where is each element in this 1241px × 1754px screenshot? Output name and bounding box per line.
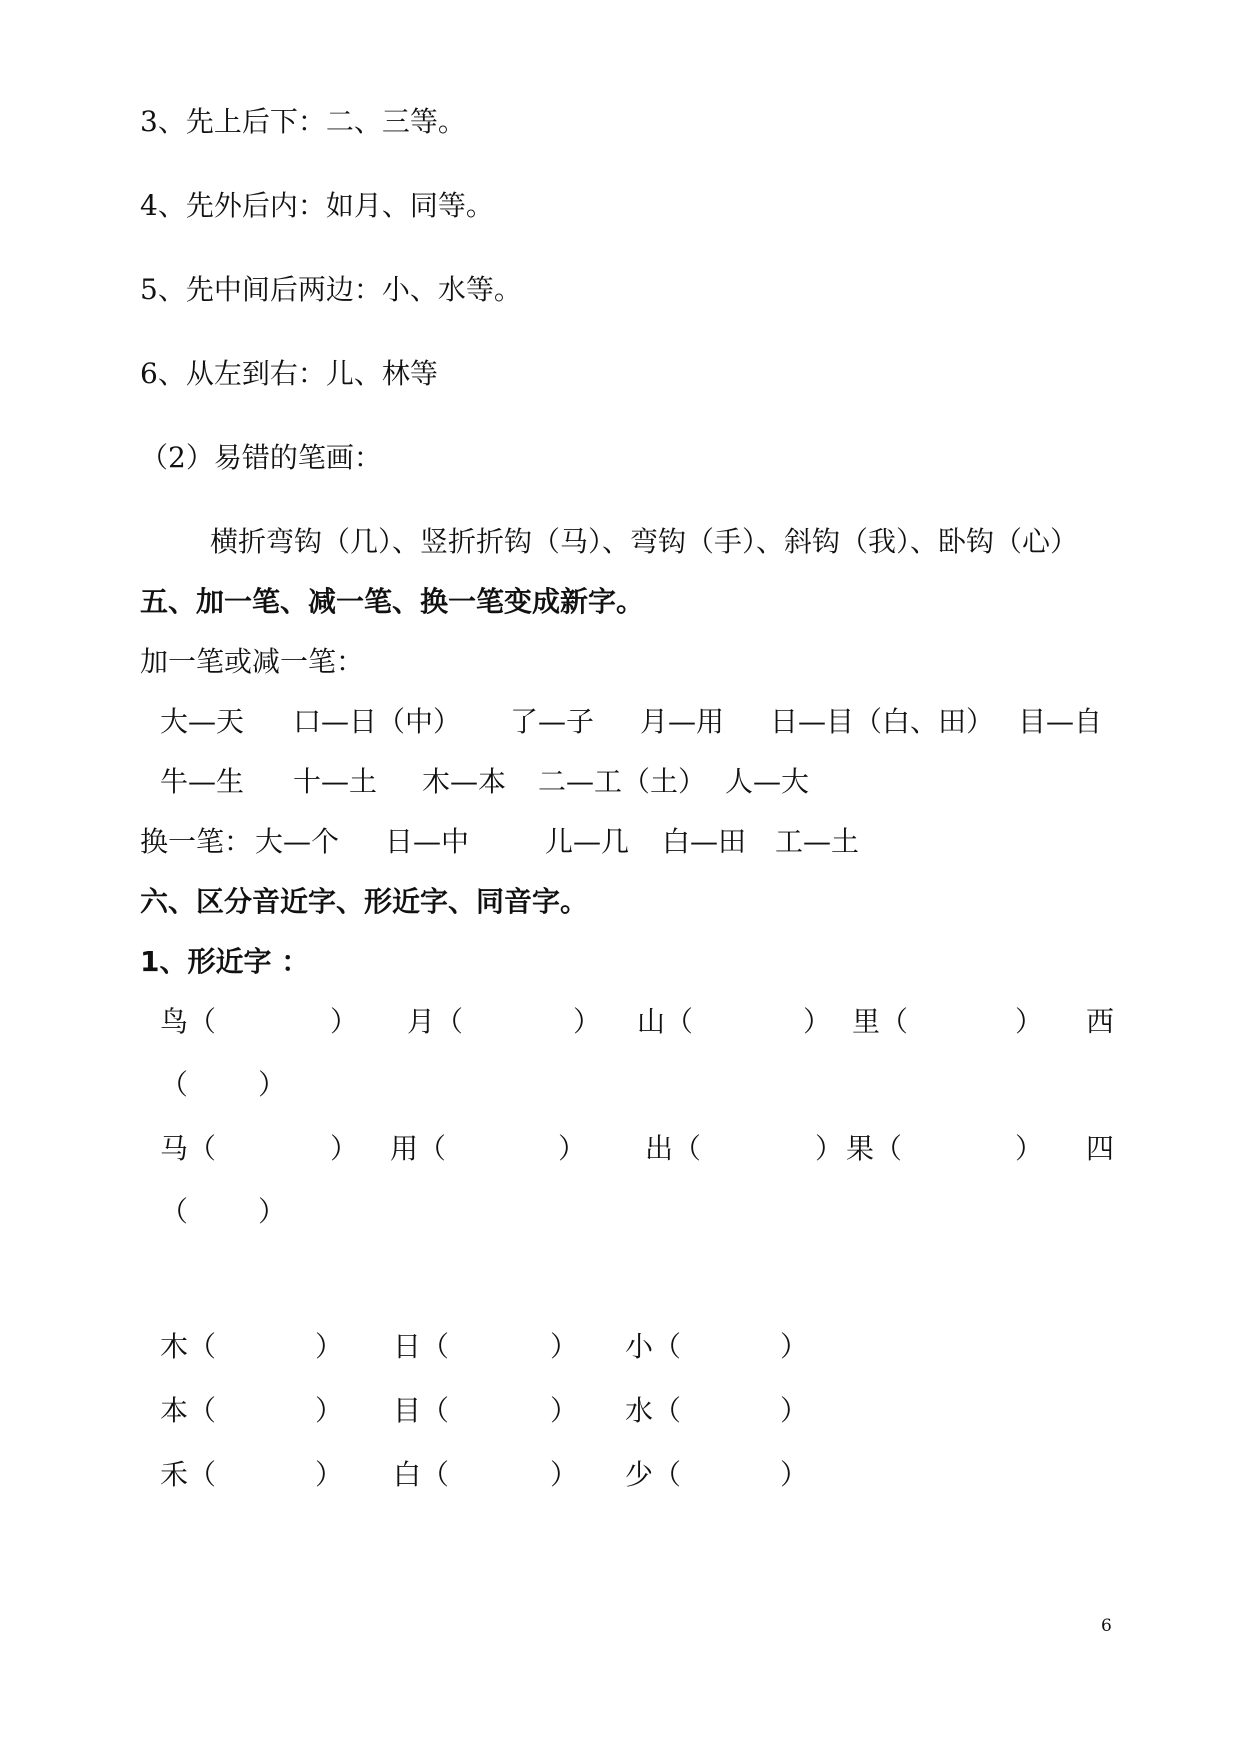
pair-item: 白—田 [662, 825, 747, 858]
char-blank-close: ） [780, 1458, 809, 1491]
char-blank-open: 马（ [160, 1132, 217, 1165]
char-blank-open: （ [160, 1195, 189, 1228]
char-blank-open: 少（ [625, 1458, 682, 1491]
char-blank-open: 小（ [625, 1330, 682, 1363]
char-blank-open: 月（ [407, 1005, 464, 1038]
char-blank-close: ） [780, 1394, 809, 1427]
similar-chars-heading: 1、形近字 ： [140, 945, 310, 978]
char-blank-close: ） [550, 1330, 579, 1363]
char-blank-open: （ [160, 1068, 189, 1101]
char-blank-open: 四 [1086, 1132, 1115, 1165]
pair-item: 目—自 [1018, 705, 1103, 738]
pair-item: 十—土 [293, 765, 378, 798]
char-blank-open: 西 [1086, 1005, 1115, 1038]
char-blank-open: 鸟（ [160, 1005, 217, 1038]
pair-item: 工—土 [775, 825, 860, 858]
pair-item: 月—用 [640, 705, 725, 738]
char-blank-open: 白（ [393, 1458, 450, 1491]
char-blank-close: ） [330, 1005, 359, 1038]
pair-item: 日—目（白、田） [770, 705, 995, 738]
section5-title: 五、加一笔、减一笔、换一笔变成新字。 [140, 585, 645, 618]
char-blank-open: 果（ [846, 1132, 903, 1165]
char-blank-close: ） [573, 1005, 602, 1038]
char-blank-open: 里（ [852, 1005, 909, 1038]
char-blank-open: 目（ [393, 1394, 450, 1427]
pair-item: 大—天 [160, 705, 245, 738]
pair-item: 了—子 [510, 705, 595, 738]
char-blank-close: ） [550, 1458, 579, 1491]
char-blank-close: ） [780, 1330, 809, 1363]
char-blank-close: ） [315, 1394, 344, 1427]
pair-item: 大—个 [255, 825, 340, 858]
pair-item: 口—日（中） [293, 705, 462, 738]
pair-item: 二—工（土） [538, 765, 707, 798]
rule-5: 5、先中间后两边：小、水等。 [140, 273, 522, 306]
char-blank-open: 本（ [160, 1394, 217, 1427]
char-blank-close: ） [258, 1195, 287, 1228]
rule-3: 3、先上后下：二、三等。 [140, 105, 466, 138]
pair-item: 牛—生 [160, 765, 245, 798]
change-label: 换一笔： [140, 825, 253, 858]
pair-item: 日—中 [385, 825, 470, 858]
pair-item: 儿—几 [545, 825, 630, 858]
char-blank-open: 日（ [393, 1330, 450, 1363]
pair-item: 人—大 [725, 765, 810, 798]
char-blank-open: 水（ [625, 1394, 682, 1427]
char-blank-close: ） [258, 1068, 287, 1101]
char-blank-close: ） [315, 1458, 344, 1491]
add-remove-label: 加一笔或减一笔： [140, 645, 365, 678]
char-blank-close: ） [550, 1394, 579, 1427]
char-blank-open: 山（ [637, 1005, 694, 1038]
char-blank-close: ） [1015, 1005, 1044, 1038]
char-blank-close: ） [558, 1132, 587, 1165]
char-blank-close: ） [803, 1005, 832, 1038]
error-strokes-content: 横折弯钩（几）、竖折折钩（马）、弯钩（手）、斜钩（我）、卧钩（心） [210, 525, 1079, 558]
char-blank-open: 出（ [645, 1132, 702, 1165]
section6-title: 六、区分音近字、形近字、同音字。 [140, 885, 589, 918]
char-blank-open: 用（ [390, 1132, 447, 1165]
pair-item: 木—本 [422, 765, 507, 798]
char-blank-open: 禾（ [160, 1458, 217, 1491]
char-blank-close: ） [815, 1132, 844, 1165]
char-blank-open: 木（ [160, 1330, 217, 1363]
rule-4: 4、先外后内：如月、同等。 [140, 189, 494, 222]
rule-6: 6、从左到右：儿、林等 [140, 357, 438, 390]
char-blank-close: ） [1015, 1132, 1044, 1165]
error-strokes-heading: （2）易错的笔画： [140, 441, 382, 474]
page-number: 6 [1101, 1616, 1112, 1636]
char-blank-close: ） [315, 1330, 344, 1363]
char-blank-close: ） [330, 1132, 359, 1165]
